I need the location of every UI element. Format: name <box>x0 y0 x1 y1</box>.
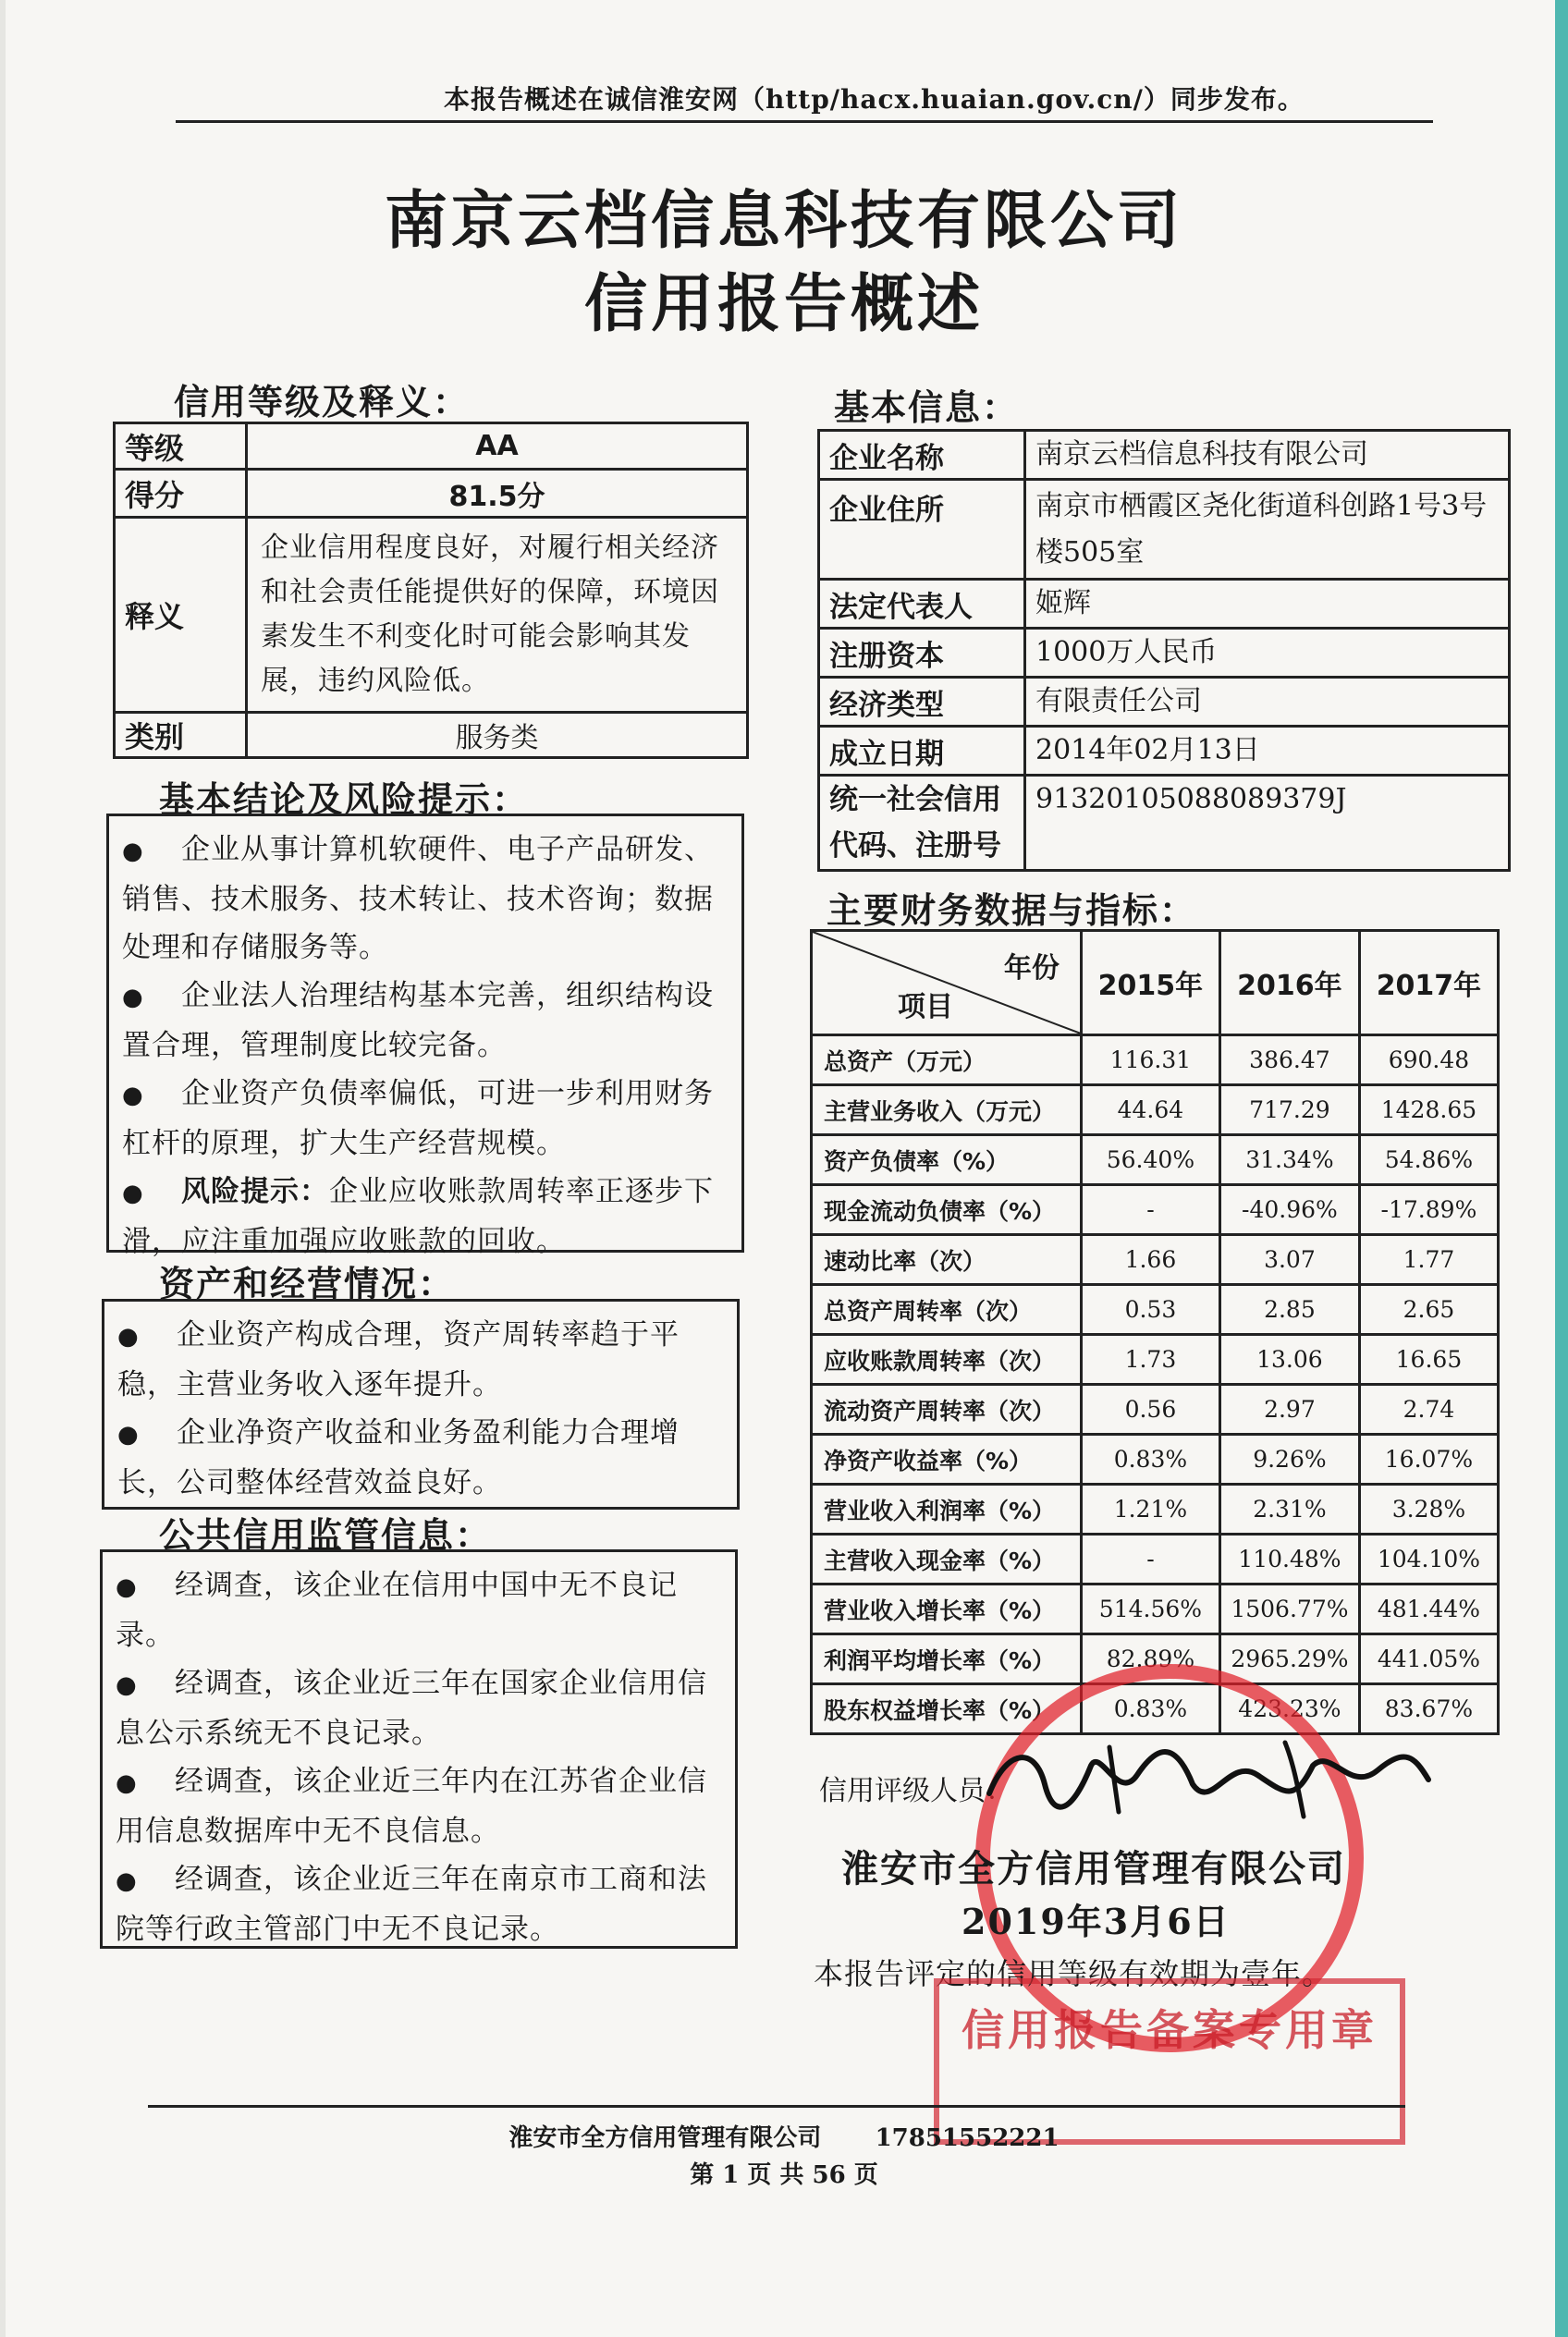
table-row <box>819 678 1510 727</box>
rater-signature <box>980 1729 1433 1821</box>
grade-score-label: 得分 <box>115 470 247 518</box>
finance-row-label: 现金流动负债率（%） <box>812 1185 1082 1235</box>
footer-company: 淮安市全方信用管理有限公司 <box>508 2124 822 2152</box>
info-value: 南京云档信息科技有限公司 <box>1025 431 1510 480</box>
finance-corner-cell <box>812 931 1082 1035</box>
list-item <box>117 1311 724 1409</box>
finance-cell: 1.73 <box>1081 1335 1219 1385</box>
report-date: 2019年3月6日 <box>962 1901 1231 1942</box>
finance-row-label: 净资产收益率（%） <box>812 1435 1082 1485</box>
grade-heading: 信用等级及释义： <box>174 381 471 422</box>
bullet-icon: ● <box>117 1421 140 1449</box>
grade-table <box>113 422 749 759</box>
table-row <box>812 1235 1499 1285</box>
info-value: 91320105088089379J <box>1025 776 1510 871</box>
info-label: 法定代表人 <box>819 580 1025 629</box>
finance-cell: 2.85 <box>1219 1285 1359 1335</box>
bullet-icon: ● <box>116 1867 138 1895</box>
finance-row-label: 股东权益增长率（%） <box>812 1684 1082 1734</box>
table-row <box>819 629 1510 678</box>
list-item <box>122 1168 729 1266</box>
table-row <box>812 1185 1499 1235</box>
info-label: 统一社会信用代码、注册号 <box>819 776 1025 871</box>
finance-cell: 2.31% <box>1219 1485 1359 1535</box>
bullet-icon: ● <box>116 1769 138 1797</box>
grade-meaning-value: 企业信用程度良好，对履行相关经济和社会责任能提供好的保障，环境因素发生不利变化时可能会影响其发展，违约风险低。 <box>247 518 748 713</box>
table-row <box>812 1535 1499 1585</box>
finance-cell: 1.77 <box>1359 1235 1498 1285</box>
finance-cell: 83.67% <box>1359 1684 1498 1734</box>
footer-rule <box>148 2105 1405 2108</box>
validity-note: 本报告评定的信用等级有效期为壹年。 <box>814 1956 1333 1991</box>
finance-body <box>812 1035 1499 1734</box>
list-item <box>116 1757 722 1855</box>
finance-row-label: 营业收入利润率（%） <box>812 1485 1082 1535</box>
info-label: 企业住所 <box>819 480 1025 580</box>
finance-row-label: 主营业务收入（万元） <box>812 1085 1082 1135</box>
finance-row-label: 利润平均增长率（%） <box>812 1634 1082 1684</box>
finance-row-label: 主营收入现金率（%） <box>812 1535 1082 1585</box>
grade-category-label: 类别 <box>115 713 247 758</box>
info-label: 企业名称 <box>819 431 1025 480</box>
finance-row-label: 营业收入增长率（%） <box>812 1585 1082 1634</box>
finance-cell: 2965.29% <box>1219 1634 1359 1684</box>
finance-cell: 16.07% <box>1359 1435 1498 1485</box>
finance-cell: 3.28% <box>1359 1485 1498 1535</box>
footer-phone: 17851552221 <box>875 2124 1060 2152</box>
filing-stamp: 信用报告备案专用章 <box>934 1978 1405 2145</box>
finance-cell: 54.86% <box>1359 1135 1498 1185</box>
public-credit-heading: 公共信用监管信息： <box>159 1514 493 1556</box>
list-item <box>116 1659 722 1757</box>
table-row <box>812 1085 1499 1135</box>
list-item <box>122 826 729 972</box>
finance-cell: - <box>1081 1535 1219 1585</box>
rating-company: 淮安市全方信用管理有限公司 <box>841 1847 1346 1890</box>
table-row <box>812 1035 1499 1085</box>
corner-item-label: 项目 <box>898 991 953 1023</box>
corner-year-label: 年份 <box>1003 952 1060 985</box>
finance-cell: 44.64 <box>1081 1085 1219 1135</box>
finance-cell: 514.56% <box>1081 1585 1219 1634</box>
finance-cell: 717.29 <box>1219 1085 1359 1135</box>
finance-cell: 481.44% <box>1359 1585 1498 1634</box>
finance-cell: - <box>1081 1185 1219 1235</box>
grade-category-value: 服务类 <box>247 713 748 758</box>
conclusion-item-text: 企业法人治理结构基本完善，组织结构设置合理，管理制度比较完备。 <box>122 979 714 1062</box>
finance-cell: 31.34% <box>1219 1135 1359 1185</box>
table-row <box>819 480 1510 580</box>
year-header: 2017年 <box>1359 931 1498 1035</box>
finance-row-label: 资产负债率（%） <box>812 1135 1082 1185</box>
info-label: 成立日期 <box>819 727 1025 776</box>
list-item <box>122 1070 729 1168</box>
list-item <box>116 1855 722 1953</box>
grade-level-label: 等级 <box>115 423 247 470</box>
page-number: 第 1 页 共 56 页 <box>690 2161 878 2189</box>
finance-cell: 1428.65 <box>1359 1085 1498 1135</box>
year-header: 2015年 <box>1081 931 1219 1035</box>
info-label: 注册资本 <box>819 629 1025 678</box>
table-row <box>812 1335 1499 1385</box>
table-row <box>819 580 1510 629</box>
table-row <box>812 1485 1499 1535</box>
finance-cell: 690.48 <box>1359 1035 1498 1085</box>
year-header: 2016年 <box>1219 931 1359 1035</box>
finance-cell: -17.89% <box>1359 1185 1498 1235</box>
conclusion-box <box>106 814 744 1258</box>
public-credit-item-text: 经调查，该企业在信用中国中无不良记录。 <box>116 1569 678 1652</box>
finance-cell: 110.48% <box>1219 1535 1359 1585</box>
info-value: 南京市栖霞区尧化街道科创路1号3号楼505室 <box>1025 480 1510 580</box>
finance-cell: 3.07 <box>1219 1235 1359 1285</box>
finance-cell: 0.56 <box>1081 1385 1219 1435</box>
finance-row-label: 总资产（万元） <box>812 1035 1082 1085</box>
page-edge-left <box>0 0 6 2337</box>
grade-meaning-label: 释义 <box>115 518 247 713</box>
bullet-icon: ● <box>117 1323 140 1351</box>
finance-row-label: 速动比率（次） <box>812 1235 1082 1285</box>
conclusion-item-text: 企业资产负债率偏低，可进一步利用财务杠杆的原理，扩大生产经营规模。 <box>122 1077 714 1160</box>
footer-line <box>0 2119 1568 2153</box>
finance-heading: 主要财务数据与指标： <box>827 889 1197 931</box>
list-item <box>116 1561 722 1659</box>
header-note: 本报告概述在诚信淮安网（http/hacx.huaian.gov.cn/）同步发布。 <box>444 84 1305 115</box>
table-row <box>812 1285 1499 1335</box>
bullet-icon: ● <box>122 984 144 1011</box>
public-credit-item-text: 经调查，该企业近三年在南京市工商和法院等行政主管部门中无不良记录。 <box>116 1863 707 1946</box>
table-row <box>819 776 1510 871</box>
info-label: 经济类型 <box>819 678 1025 727</box>
grade-level-value: AA <box>247 423 748 470</box>
finance-cell: 1.21% <box>1081 1485 1219 1535</box>
finance-cell: 1.66 <box>1081 1235 1219 1285</box>
finance-cell: 2.65 <box>1359 1285 1498 1335</box>
public-credit-item-text: 经调查，该企业近三年内在江苏省企业信用信息数据库中无不良信息。 <box>116 1765 707 1848</box>
bullet-icon: ● <box>116 1573 138 1601</box>
conclusion-heading: 基本结论及风险提示： <box>159 778 530 820</box>
table-row <box>819 431 1510 480</box>
table-row <box>812 1385 1499 1435</box>
finance-cell: 386.47 <box>1219 1035 1359 1085</box>
finance-cell: 16.65 <box>1359 1335 1498 1385</box>
table-row <box>812 1585 1499 1634</box>
document-subtitle: 信用报告概述 <box>583 267 984 341</box>
risk-prefix: 风险提示： <box>181 1175 329 1208</box>
list-item <box>122 972 729 1070</box>
conclusion-item-text: 企业从事计算机软硬件、电子产品研发、销售、技术服务、技术转让、技术咨询；数据处理和存储服务等。 <box>122 833 714 964</box>
finance-row-label: 总资产周转率（次） <box>812 1285 1082 1335</box>
bullet-icon: ● <box>116 1671 138 1699</box>
finance-cell: 2.97 <box>1219 1385 1359 1435</box>
bullet-icon: ● <box>122 1180 144 1207</box>
finance-cell: 82.89% <box>1081 1634 1219 1684</box>
finance-cell: 13.06 <box>1219 1335 1359 1385</box>
info-value: 有限责任公司 <box>1025 678 1510 727</box>
finance-row-label: 应收账款周转率（次） <box>812 1335 1082 1385</box>
basic-info-table <box>817 429 1511 872</box>
finance-cell: 1506.77% <box>1219 1585 1359 1634</box>
header-rule <box>176 120 1433 123</box>
finance-cell: 9.26% <box>1219 1435 1359 1485</box>
finance-cell: 0.83% <box>1081 1684 1219 1734</box>
finance-cell: 0.53 <box>1081 1285 1219 1335</box>
document-title: 南京云档信息科技有限公司 <box>384 184 1183 258</box>
bullet-icon: ● <box>122 1082 144 1109</box>
assets-item-text: 企业资产构成合理，资产周转率趋于平稳，主营业务收入逐年提升。 <box>117 1318 680 1401</box>
info-value: 姬辉 <box>1025 580 1510 629</box>
bullet-icon: ● <box>122 838 144 865</box>
assets-box <box>102 1299 740 1510</box>
public-credit-item-text: 经调查，该企业近三年在国家企业信用信息公示系统无不良记录。 <box>116 1667 707 1750</box>
finance-cell: 441.05% <box>1359 1634 1498 1684</box>
info-value: 2014年02月13日 <box>1025 727 1510 776</box>
assets-item-text: 企业净资产收益和业务盈利能力合理增长，公司整体经营效益良好。 <box>117 1416 680 1499</box>
basic-info-heading: 基本信息： <box>834 386 1020 428</box>
finance-cell: 56.40% <box>1081 1135 1219 1185</box>
finance-cell: 0.83% <box>1081 1435 1219 1485</box>
table-row <box>812 1135 1499 1185</box>
info-value: 1000万人民币 <box>1025 629 1510 678</box>
rater-label: 信用评级人员： <box>819 1775 1013 1807</box>
table-row <box>812 1435 1499 1485</box>
finance-cell: 116.31 <box>1081 1035 1219 1085</box>
conclusion-item-text: 企业应收账款周转率正逐步下滑，应注重加强应收账款的回收。 <box>122 1175 714 1258</box>
page-edge-right <box>1555 0 1568 2337</box>
public-credit-box <box>100 1549 738 1949</box>
finance-cell: 2.74 <box>1359 1385 1498 1435</box>
assets-heading: 资产和经营情况： <box>159 1263 456 1304</box>
table-row <box>819 727 1510 776</box>
list-item <box>117 1409 724 1507</box>
finance-table <box>810 929 1500 1735</box>
finance-cell: 423.23% <box>1219 1684 1359 1734</box>
finance-cell: 104.10% <box>1359 1535 1498 1585</box>
grade-score-value: 81.5分 <box>247 470 748 518</box>
finance-row-label: 流动资产周转率（次） <box>812 1385 1082 1435</box>
finance-cell: -40.96% <box>1219 1185 1359 1235</box>
